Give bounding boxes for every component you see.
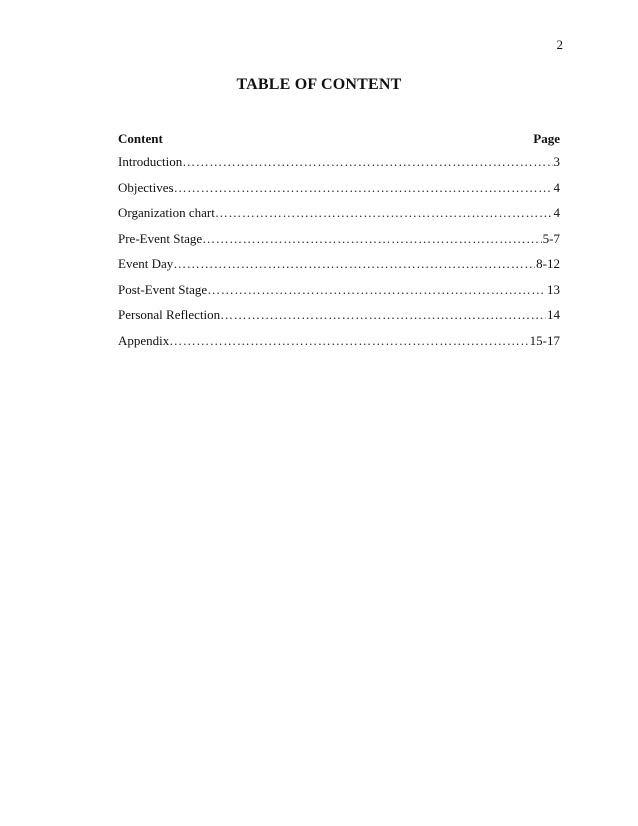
toc-leader (173, 256, 535, 272)
toc-leader (207, 282, 546, 298)
toc-header-page: Page (533, 131, 560, 146)
toc-title: TABLE OF CONTENT (236, 76, 402, 93)
toc-entry-organization-chart (118, 205, 560, 231)
toc-entry-page: 4 (553, 179, 560, 195)
toc-leader (182, 154, 552, 170)
toc-entry-page: 14 (547, 307, 560, 322)
toc-entry-introduction (118, 154, 560, 180)
toc-leader (169, 333, 528, 349)
toc-entry-personal-reflection (118, 307, 560, 333)
toc-entry-post-event-stage (118, 282, 560, 308)
toc-entry-label: Post-Event Stage (118, 281, 208, 297)
toc-leader (202, 231, 542, 247)
toc-leader (215, 205, 553, 221)
toc-entry-pre-event-stage (118, 231, 560, 257)
toc-list (118, 154, 560, 358)
toc-entry-event-day (118, 256, 560, 282)
toc-header (118, 131, 560, 147)
toc-leader (220, 307, 546, 323)
toc-entry-page: 5-7 (542, 230, 560, 246)
toc-entry-label: Organization chart (118, 205, 215, 220)
toc-header-content: Content (118, 131, 163, 146)
toc-leader (174, 180, 553, 196)
toc-entry-label: Pre-Event Stage (118, 230, 203, 246)
toc-entry-label: Objectives (118, 179, 174, 195)
toc-entry-page: 3 (553, 154, 560, 169)
toc-entry-label: Appendix (118, 332, 170, 348)
toc-entry-label: Event Day (118, 256, 174, 271)
toc-entry-page: 4 (553, 205, 560, 220)
page-number: 2 (556, 37, 563, 52)
toc-entry-page: 15-17 (529, 332, 560, 348)
toc-entry-label: Introduction (118, 154, 183, 169)
toc-entry-label: Personal Reflection (118, 307, 221, 322)
toc-entry-page: 13 (547, 281, 560, 297)
toc-entry-objectives (118, 180, 560, 206)
toc-entry-page: 8-12 (536, 256, 560, 271)
toc-entry-appendix (118, 333, 560, 359)
